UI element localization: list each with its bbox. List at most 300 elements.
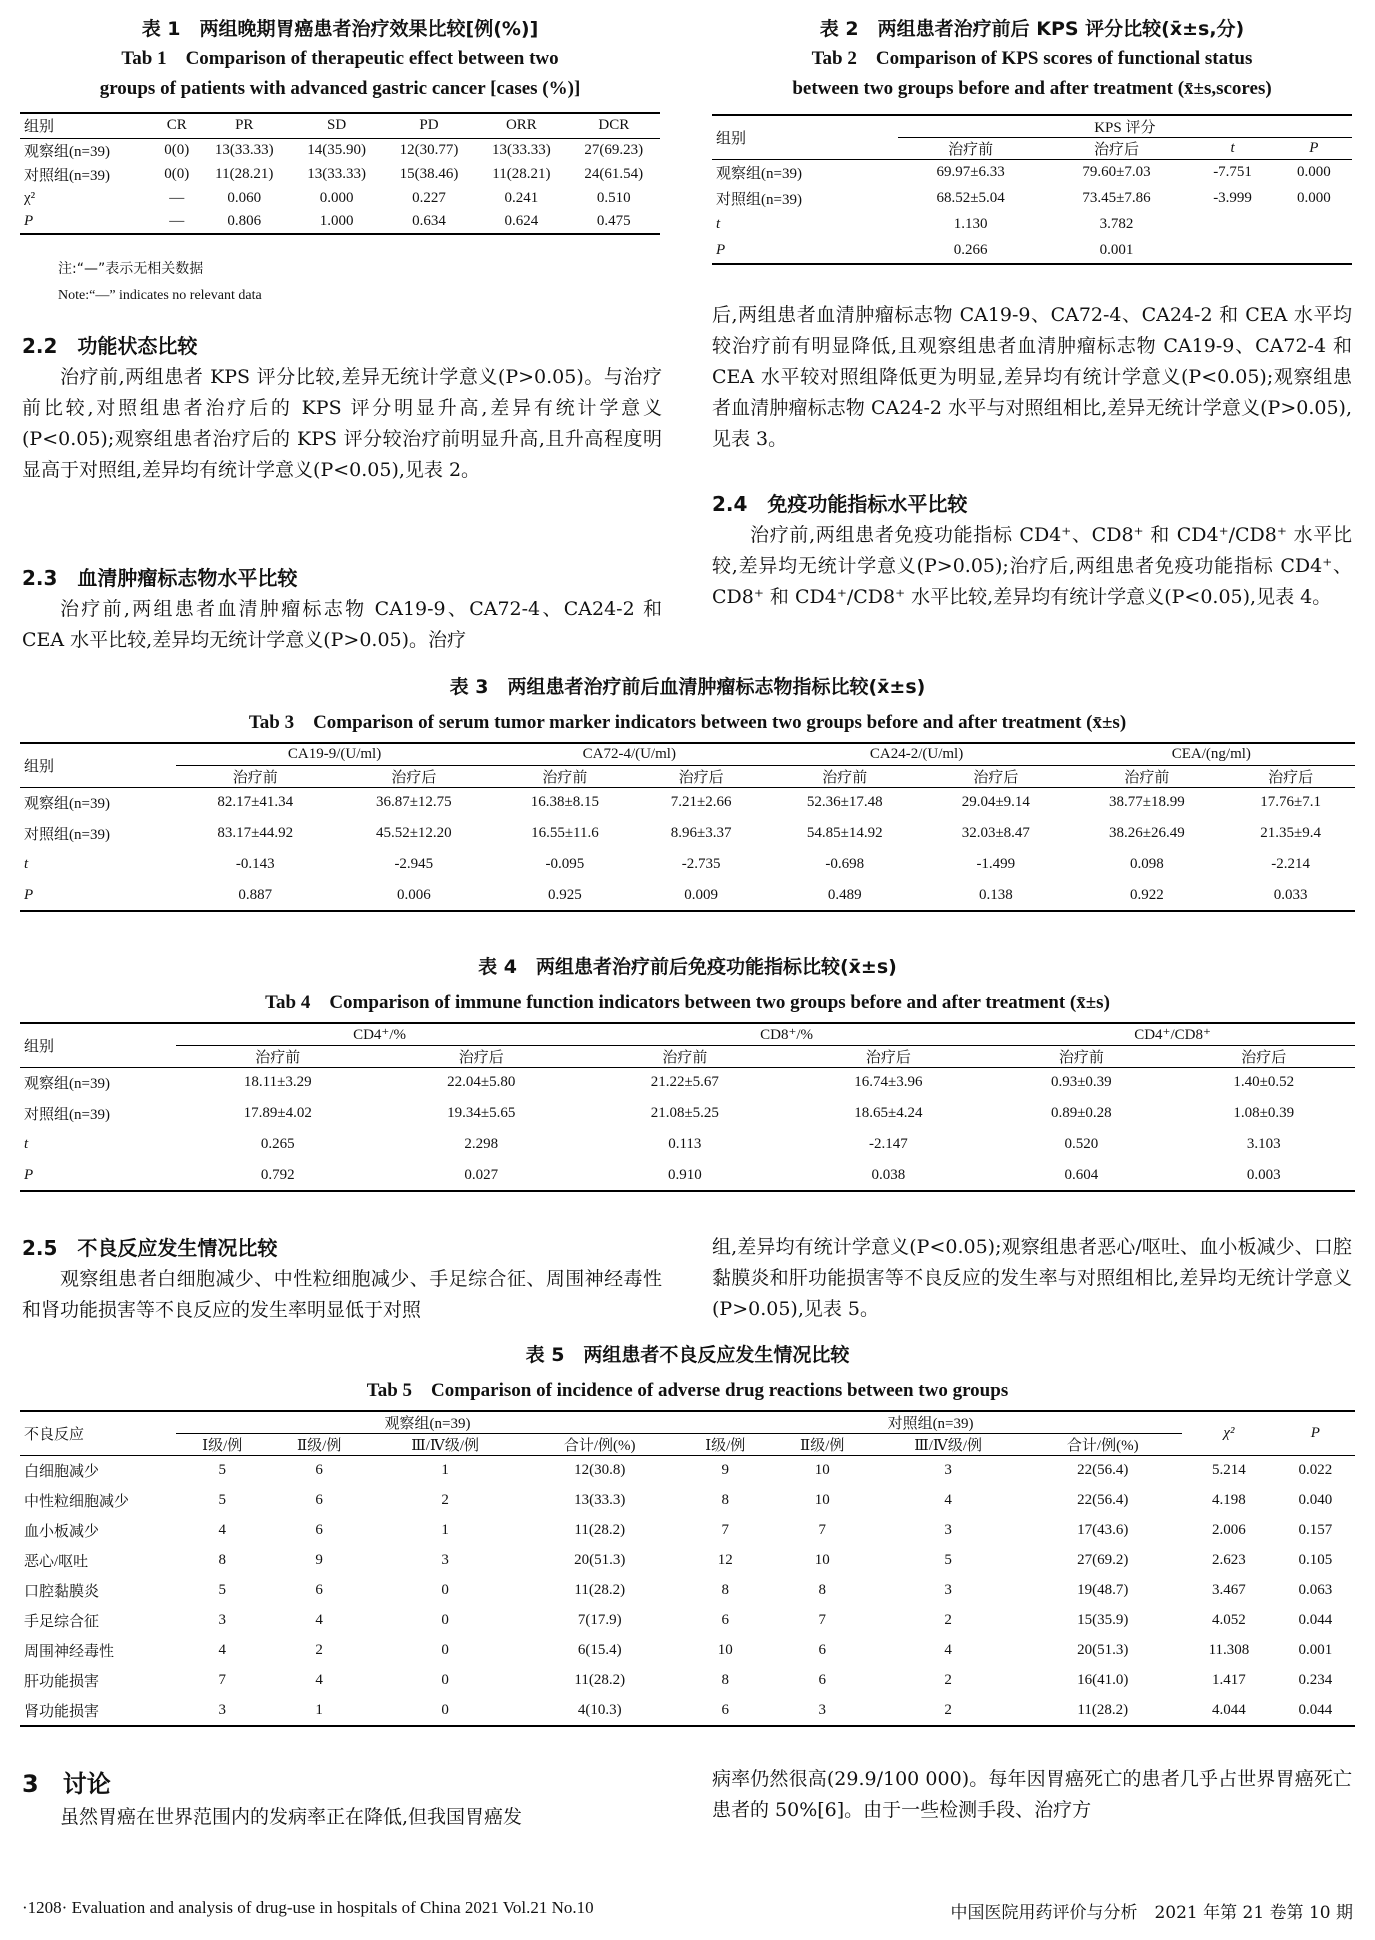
table4-cell: 0.027 [380, 1160, 584, 1191]
table4-cell: 1.08±0.39 [1233, 1105, 1295, 1121]
table3-cell: 54.85±14.92 [806, 825, 883, 841]
table5-cell: 4 [218, 1642, 226, 1658]
table5-cell: 10 [717, 1642, 733, 1658]
table5-cell: 1 [441, 1462, 449, 1479]
table-row [20, 1606, 1355, 1636]
table5-cell: 7 [818, 1612, 826, 1628]
table-row [20, 1696, 1355, 1726]
table3-cell: 32.03±8.47 [961, 825, 1030, 841]
table4-cell: t [24, 1136, 29, 1152]
table2-caption-en-1: Tab 2 Comparison of KPS scores of functional status [811, 48, 1253, 69]
table5-cell: 3 [441, 1552, 449, 1568]
table3-sub-header: 治疗后 [1226, 765, 1355, 787]
table5-cell: 20(51.3) [1077, 1642, 1129, 1658]
table4-cell: 0.604 [990, 1160, 1172, 1191]
table5-cell: 6 [315, 1462, 323, 1479]
table4-cell: 对照组(n=39) [24, 1107, 110, 1123]
table5-cell: 2 [944, 1672, 952, 1688]
table2-cell: 对照组(n=39) [716, 192, 802, 208]
table4-cell: 0.265 [260, 1136, 295, 1152]
table4-caption-cn: 表 4 两组患者治疗前后免疫功能指标比较(x̄±s) [478, 956, 897, 978]
table4-cell: 17.89±4.02 [243, 1105, 312, 1121]
table-row [20, 1160, 1355, 1191]
table1-cell: 13(33.33) [214, 141, 274, 158]
table5-cell: 3.467 [1212, 1582, 1246, 1598]
table3-cell: t [24, 856, 29, 872]
table4-cell: 2.298 [464, 1136, 499, 1152]
table3-sub-header: 治疗后 [637, 765, 766, 787]
section-2-5-paragraph: 观察组患者白细胞减少、中性粒细胞减少、手足综合征、周围神经毒性和肾功能损害等不良反应的发生率明显低于对照 [22, 1268, 662, 1321]
section-2-3-body-cont [712, 300, 1352, 455]
table5-cell: 肝功能损害 [24, 1674, 100, 1690]
table1-cell: 0(0) [164, 141, 190, 158]
table3-col-group: CEA/(ng/ml) [1068, 743, 1355, 765]
table5 [20, 1410, 1355, 1727]
table1-caption-en-2: groups of patients with advanced gastric cancer [cases (%)] [99, 78, 581, 99]
table2-group-header: 组别 [712, 115, 898, 160]
table5-cell: 4 [944, 1492, 952, 1508]
table1-caption-cn: 表 1 两组晚期胃癌患者治疗效果比较[例(%)] [141, 18, 539, 40]
table2-span-header: KPS 评分 [898, 115, 1352, 138]
table3-cell: 对照组(n=39) [24, 827, 110, 843]
table5-cell: 中性粒细胞减少 [24, 1494, 130, 1510]
table4-col-group: CD4⁺/% [176, 1023, 583, 1045]
table5-cell: 7 [218, 1672, 226, 1688]
table3-cell: -0.143 [235, 856, 275, 872]
table3 [20, 742, 1355, 912]
table-row [20, 1456, 1355, 1486]
table-row [20, 880, 1355, 911]
section-2-5-paragraph-cont: 组,差异均有统计学意义(P<0.05);观察组患者恶心/呕吐、血小板减少、口腔黏膜炎和肝功能损害等不良反应的发生率与对照组相比,差异均无统计学意义(P>0.05),见表 5。 [712, 1236, 1352, 1320]
table5-cell: 7(17.9) [577, 1612, 622, 1628]
table5-cell: 5.214 [1212, 1462, 1246, 1479]
table-row [712, 238, 1352, 264]
table5-cell: 9 [315, 1552, 323, 1568]
table5-sub-header: Ⅱ级/例 [268, 1434, 369, 1456]
table1-header: CR [155, 113, 198, 138]
table-row [20, 1129, 1355, 1160]
table5-cell: 3 [771, 1696, 872, 1726]
table2-cell: 79.60±7.03 [1082, 164, 1151, 181]
table4-col-group: CD4⁺/CD8⁺ [990, 1023, 1355, 1045]
table5-cell: 7 [818, 1522, 826, 1538]
table3-cell: 52.36±17.48 [806, 794, 883, 811]
table5-cell: 10 [814, 1492, 830, 1508]
table5-cell: 12 [717, 1552, 733, 1568]
table2-cell: -3.999 [1213, 190, 1252, 206]
table4-cell: P [20, 1160, 176, 1191]
table-row [20, 1546, 1355, 1576]
table1-cell: 11(28.21) [492, 165, 551, 182]
table5-cell: 2 [873, 1696, 1024, 1726]
table5-cell: 6 [315, 1582, 323, 1598]
table5-cell: 2 [441, 1492, 449, 1508]
table5-cell: 2.623 [1212, 1552, 1246, 1568]
table-row [20, 1666, 1355, 1696]
table1-cell: 0.241 [504, 189, 539, 206]
table5-cell: 恶心/呕吐 [24, 1554, 89, 1570]
table3-cell: -2.945 [394, 856, 434, 872]
table5-cell: 4(10.3) [520, 1696, 679, 1726]
table1-cell: 0(0) [164, 165, 190, 182]
table-row [20, 1576, 1355, 1606]
table1-cell: 0.000 [319, 189, 354, 206]
table5-cell: 11(28.2) [1023, 1696, 1182, 1726]
table2-caption-en-2: between two groups before and after treatment (x̄±s,scores) [792, 78, 1272, 99]
table5-sub-header: Ⅲ/Ⅳ级/例 [873, 1434, 1024, 1456]
table5-cell: 11.308 [1208, 1642, 1250, 1658]
table-row [20, 138, 660, 162]
section-3-paragraph: 虽然胃癌在世界范围内的发病率正在降低,但我国胃癌发 [60, 1806, 523, 1828]
section-2-4-paragraph: 治疗前,两组患者免疫功能指标 CD4⁺、CD8⁺ 和 CD4⁺/CD8⁺ 水平比较,差异均无统计学意义(P>0.05);治疗后,两组患者免疫功能指标 CD4⁺、CD8⁺ 和 CD4⁺/CD8⁺ 水平比较,差异均有统计学意义(P<0.05),见表 4。 [712, 524, 1352, 608]
table2-cell: -7.751 [1213, 164, 1252, 181]
table1-header: ORR [475, 113, 567, 138]
table4 [20, 1022, 1355, 1192]
table3-cell: 82.17±41.34 [217, 794, 294, 811]
table5-cell: 3 [944, 1462, 952, 1479]
table5-cell: 1.417 [1212, 1672, 1246, 1688]
table5-cell: 3 [218, 1612, 226, 1628]
table1 [20, 112, 660, 235]
table5-cell: 6 [679, 1696, 771, 1726]
table5-cell: 5 [218, 1492, 226, 1508]
table2-cell [1189, 238, 1275, 264]
table5-sub-header: Ⅰ级/例 [679, 1434, 771, 1456]
table-row [712, 160, 1352, 186]
table5-cell: 16(41.0) [1077, 1672, 1129, 1688]
table5-cell: 0 [441, 1642, 449, 1658]
table2-sub-header: t [1189, 138, 1275, 160]
table-row [20, 818, 1355, 849]
section-3-body-cont [712, 1764, 1352, 1826]
table2-cell: 3.782 [1099, 216, 1134, 232]
table5-cell: 0.001 [1298, 1642, 1333, 1658]
table3-cell: 36.87±12.75 [375, 794, 452, 811]
table5-cell: 0.063 [1298, 1582, 1333, 1598]
section-2-2-body [22, 362, 662, 486]
table1-cell: 观察组(n=39) [24, 143, 110, 160]
section-2-3-body [22, 594, 662, 656]
table4-cell: 0.93±0.39 [1050, 1074, 1112, 1091]
table5-cell: 19(48.7) [1077, 1582, 1129, 1598]
table1-cell: 14(35.90) [307, 141, 366, 158]
table5-cell: 4 [218, 1522, 226, 1538]
table-row [712, 186, 1352, 212]
table5-cell: 4 [944, 1642, 952, 1658]
table5-cell: 11(28.2) [574, 1582, 626, 1598]
table4-cell: 21.22±5.67 [650, 1074, 719, 1091]
table5-cell: 5 [944, 1552, 952, 1568]
table3-cell: 观察组(n=39) [24, 796, 110, 813]
table4-cell: 21.08±5.25 [650, 1105, 719, 1121]
table5-cell: 6 [721, 1612, 729, 1628]
table5-cell: 8 [721, 1582, 729, 1598]
table5-cell: 20(51.3) [574, 1552, 626, 1568]
table1-header: 组别 [20, 113, 155, 138]
table3-cell: 16.38±8.15 [530, 794, 600, 811]
table5-first-header: 不良反应 [20, 1411, 176, 1456]
table5-cell: 0.157 [1298, 1522, 1333, 1538]
table4-cell: 0.89±0.28 [1050, 1105, 1112, 1121]
table5-cell: 2.006 [1212, 1522, 1246, 1538]
section-3-body [22, 1802, 662, 1833]
table5-col-group: 对照组(n=39) [679, 1411, 1182, 1434]
table5-sub-header: 合计/例(%) [1023, 1434, 1182, 1456]
table2-cell: 0.001 [1044, 238, 1190, 264]
table-row [20, 186, 660, 210]
table4-cell: 3.103 [1246, 1136, 1281, 1152]
table4-cell: -2.147 [868, 1136, 908, 1152]
table1-cell: 0.624 [475, 210, 567, 234]
table3-cell: 38.77±18.99 [1109, 794, 1185, 811]
table1-header: DCR [568, 113, 660, 138]
table5-cell: 口腔黏膜炎 [24, 1584, 100, 1600]
table5-cell: 3 [944, 1522, 952, 1538]
table4-cell: 0.113 [668, 1136, 702, 1152]
table3-group-header: 组别 [20, 743, 176, 787]
table4-cell: 18.65±4.24 [854, 1105, 923, 1121]
table3-cell: 17.76±7.1 [1260, 794, 1321, 811]
table3-cell: 16.55±11.6 [531, 825, 599, 841]
section-2-5-body [22, 1264, 662, 1326]
table3-col-group: CA19-9/(U/ml) [176, 743, 493, 765]
table5-cell: 8 [818, 1582, 826, 1598]
table3-cell: 38.26±26.49 [1109, 825, 1185, 841]
table-row [20, 849, 1355, 880]
table3-sub-header: 治疗前 [765, 765, 924, 787]
table5-cell: 6 [818, 1672, 826, 1688]
table5-cell: 3 [176, 1696, 268, 1726]
table-row [20, 1636, 1355, 1666]
table3-sub-header: 治疗前 [493, 765, 637, 787]
table4-cell: 0.792 [176, 1160, 380, 1191]
table5-cell: 1 [441, 1522, 449, 1538]
table2-cell [1276, 212, 1352, 238]
table5-cell: 6 [315, 1522, 323, 1538]
table1-cell: 11(28.21) [215, 165, 274, 182]
table5-cell: 6 [818, 1642, 826, 1658]
table5-cell: 5 [218, 1582, 226, 1598]
table2-cell: 观察组(n=39) [716, 166, 802, 183]
table3-cell: 0.925 [493, 880, 637, 911]
table3-caption-en: Tab 3 Comparison of serum tumor marker indicators between two groups before and after treatment (x̄±s) [248, 712, 1127, 733]
footer-right: 中国医院用药评价与分析 2021 年第 21 卷第 10 期 [950, 1903, 1353, 1923]
table1-cell: 0.475 [568, 210, 660, 234]
table5-sub-header: 合计/例(%) [520, 1434, 679, 1456]
table3-caption-cn: 表 3 两组患者治疗前后血清肿瘤标志物指标比较(x̄±s) [449, 676, 926, 698]
table4-cell: 观察组(n=39) [24, 1076, 110, 1093]
table1-cell: 0.227 [412, 189, 446, 206]
table5-cell: 15(35.9) [1077, 1612, 1129, 1628]
table-row [20, 1067, 1355, 1098]
table5-cell: 4 [315, 1672, 323, 1688]
table2-caption-cn: 表 2 两组患者治疗前后 KPS 评分比较(x̄±s,分) [819, 18, 1245, 40]
table5-cell: 2 [315, 1642, 323, 1658]
table1-header: PR [198, 113, 290, 138]
table4-cell: 22.04±5.80 [447, 1074, 516, 1091]
table5-cell: 4.044 [1182, 1696, 1276, 1726]
table5-cell: 7 [721, 1522, 729, 1538]
table1-cell: χ² [24, 189, 36, 206]
table5-sub-header: Ⅰ级/例 [176, 1434, 268, 1456]
table4-sub-header: 治疗后 [1173, 1045, 1355, 1067]
table5-cell: 3 [944, 1582, 952, 1598]
table5-cell: 0.105 [1298, 1552, 1333, 1568]
table5-cell: 0.234 [1298, 1672, 1333, 1688]
footer-left: ·1208· Evaluation and analysis of drug-use in hospitals of China 2021 Vol.21 No.10 [22, 1898, 594, 1917]
table3-cell: P [20, 880, 176, 911]
table5-cell: 4 [315, 1612, 323, 1628]
table5-cell: 肾功能损害 [20, 1696, 176, 1726]
table5-cell: 6 [315, 1492, 323, 1508]
table4-cell: 1.40±0.52 [1233, 1074, 1295, 1091]
table3-cell: -2.735 [681, 856, 721, 872]
table3-cell: 0.006 [335, 880, 494, 911]
table2-cell: 69.97±6.33 [936, 164, 1005, 181]
table5-cell: 9 [721, 1462, 729, 1479]
table5-cell: 4.052 [1212, 1612, 1246, 1628]
table2-cell: 0.000 [1296, 190, 1331, 206]
table-row [20, 1098, 1355, 1129]
table1-header: PD [383, 113, 475, 138]
table3-cell: 7.21±2.66 [670, 794, 732, 811]
table5-chi-header: χ² [1182, 1411, 1276, 1456]
table4-sub-header: 治疗前 [583, 1045, 787, 1067]
table-row [20, 210, 660, 234]
table4-cell: 0.520 [1064, 1136, 1099, 1152]
table2-cell: 73.45±7.86 [1082, 190, 1151, 206]
table4-sub-header: 治疗前 [176, 1045, 380, 1067]
table4-sub-header: 治疗前 [990, 1045, 1172, 1067]
table5-cell: 手足综合征 [24, 1614, 100, 1630]
table5-sub-header: Ⅲ/Ⅳ级/例 [370, 1434, 521, 1456]
table5-caption-cn: 表 5 两组患者不良反应发生情况比较 [525, 1344, 850, 1366]
table2-cell: P [712, 238, 898, 264]
table1-note-cn: 注:“—”表示无相关数据 [58, 261, 204, 277]
table1-cell: 0.634 [383, 210, 475, 234]
table3-cell: -1.499 [976, 856, 1016, 872]
table5-cell: 22(56.4) [1077, 1462, 1129, 1479]
table4-group-header: 组别 [20, 1023, 176, 1067]
table1-cell: 0.806 [198, 210, 290, 234]
table5-cell: 0.022 [1298, 1462, 1333, 1479]
section-2-2-paragraph: 治疗前,两组患者 KPS 评分比较,差异无统计学意义(P>0.05)。与治疗前比较,对照组患者治疗后的 KPS 评分明显升高,差异有统计学意义(P<0.05);观察组患者治疗后的 KPS 评分较治疗前明显升高,且升高程度明显高于对照组,差异均有统计学意义(P<0.05),见表 2。 [22, 366, 662, 481]
table1-cell: 对照组(n=39) [24, 167, 110, 184]
table5-cell: 8 [721, 1672, 729, 1688]
table5-cell: 0 [370, 1696, 521, 1726]
table3-cell: 0.887 [176, 880, 335, 911]
table3-cell: -2.214 [1271, 856, 1310, 872]
table3-sub-header: 治疗后 [924, 765, 1068, 787]
table2-cell: 68.52±5.04 [936, 190, 1005, 206]
table5-col-group: 观察组(n=39) [176, 1411, 679, 1434]
table3-cell: 21.35±9.4 [1260, 825, 1321, 841]
table-row [20, 1516, 1355, 1546]
table4-sub-header: 治疗后 [380, 1045, 584, 1067]
table5-cell: 10 [814, 1552, 830, 1568]
table2-sub-header: 治疗前 [898, 138, 1044, 160]
table3-cell: 29.04±9.14 [961, 794, 1030, 811]
table5-cell: 5 [218, 1462, 226, 1479]
table1-header: SD [290, 113, 382, 138]
table1-cell: 0.060 [227, 189, 262, 206]
table2 [712, 114, 1352, 265]
table3-cell: 0.098 [1130, 856, 1164, 872]
table5-cell: 13(33.3) [574, 1492, 626, 1508]
table2-cell [1276, 238, 1352, 264]
table5-cell: 血小板减少 [24, 1524, 100, 1540]
table1-cell: P [20, 210, 155, 234]
table5-cell: 11(28.2) [574, 1672, 626, 1688]
table1-caption-en-1: Tab 1 Comparison of therapeutic effect between two [121, 48, 559, 69]
table1-cell: 15(38.46) [399, 165, 459, 182]
table3-cell: 45.52±12.20 [375, 825, 452, 841]
table1-cell: 0.510 [596, 189, 631, 206]
table3-col-group: CA72-4/(U/ml) [493, 743, 765, 765]
table1-cell: 27(69.23) [584, 141, 644, 158]
table2-cell: 0.000 [1296, 164, 1331, 181]
table5-cell: 12(30.8) [574, 1462, 626, 1479]
table3-cell: 0.033 [1226, 880, 1355, 911]
table-row [20, 1486, 1355, 1516]
table5-cell: 0 [441, 1672, 449, 1688]
table5-cell: 0.040 [1298, 1492, 1333, 1508]
table5-cell: 0.044 [1276, 1696, 1355, 1726]
table4-cell: 0.038 [787, 1160, 991, 1191]
table5-caption-en: Tab 5 Comparison of incidence of adverse drug reactions between two groups [366, 1380, 1009, 1401]
table5-cell: 8 [218, 1552, 226, 1568]
table3-sub-header: 治疗后 [335, 765, 494, 787]
table1-cell: 13(33.33) [492, 141, 551, 158]
table-row [20, 162, 660, 186]
table5-p-header: P [1276, 1411, 1355, 1456]
table2-sub-header: 治疗后 [1044, 138, 1190, 160]
table4-cell: 18.11±3.29 [243, 1074, 312, 1091]
section-3-heading: 3 讨论 [22, 1770, 111, 1798]
table1-note-en: Note:“—” indicates no relevant data [58, 288, 262, 303]
table3-sub-header: 治疗前 [1068, 765, 1227, 787]
table2-cell: t [716, 216, 721, 232]
table2-cell: 0.266 [898, 238, 1044, 264]
table4-col-group: CD8⁺/% [583, 1023, 990, 1045]
table5-cell: 22(56.4) [1077, 1492, 1129, 1508]
table5-cell: 2 [944, 1612, 952, 1628]
table5-cell: 17(43.6) [1077, 1522, 1129, 1538]
table3-sub-header: 治疗前 [176, 765, 335, 787]
table4-cell: 0.003 [1173, 1160, 1355, 1191]
section-3-paragraph-cont: 病率仍然很高(29.9/100 000)。每年因胃癌死亡的患者几乎占世界胃癌死亡患者的 50%[6]。由于一些检测手段、治疗方 [712, 1768, 1352, 1821]
table-row [712, 212, 1352, 238]
table3-col-group: CA24-2/(U/ml) [765, 743, 1067, 765]
table5-cell: 11(28.2) [574, 1522, 626, 1538]
table3-cell: 0.138 [924, 880, 1068, 911]
table5-cell: 1 [268, 1696, 369, 1726]
table5-cell: 8 [721, 1492, 729, 1508]
table3-cell: 0.489 [765, 880, 924, 911]
table3-cell: 83.17±44.92 [217, 825, 294, 841]
table1-cell: 13(33.33) [307, 165, 366, 182]
table5-sub-header: Ⅱ级/例 [771, 1434, 872, 1456]
table5-cell: 白细胞减少 [24, 1464, 100, 1481]
section-2-4-body [712, 520, 1352, 613]
table1-cell: — [169, 189, 185, 206]
section-2-5-body-cont [712, 1232, 1352, 1325]
section-2-3-paragraph-cont: 后,两组患者血清肿瘤标志物 CA19-9、CA72-4、CA24-2 和 CEA 水平均较治疗前有明显降低,且观察组患者血清肿瘤标志物 CA19-9、CA72-4 和 CEA 水平较对照组降低更为明显,差异均有统计学意义(P<0.05);观察组患者血清肿瘤标志物 CA24-2 水平与对照组相比,差异无统计学意义(P>0.05),见表 3。 [712, 304, 1352, 450]
table5-cell: 6(15.4) [577, 1642, 622, 1658]
table5-cell: 4.198 [1212, 1492, 1246, 1508]
table4-cell: 16.74±3.96 [854, 1074, 923, 1091]
table1-cell: — [155, 210, 198, 234]
